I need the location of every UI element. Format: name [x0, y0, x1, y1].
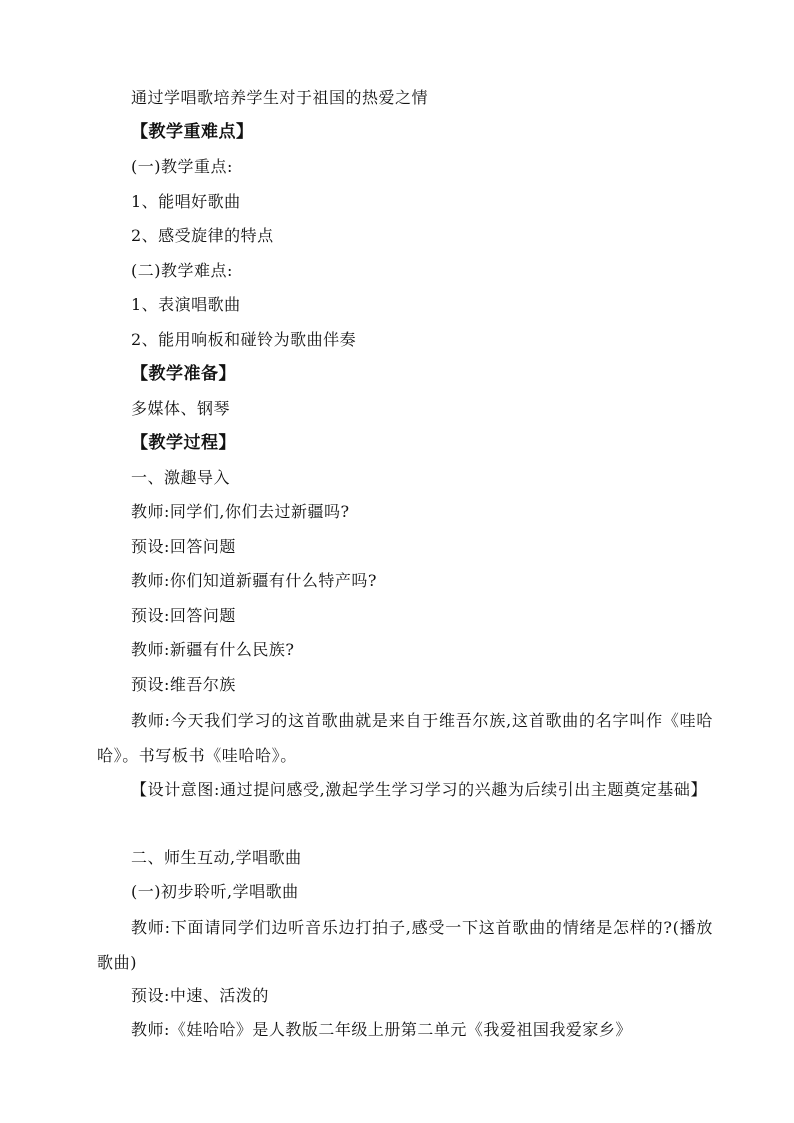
- list-item: 1、表演唱歌曲: [131, 295, 241, 314]
- heading-preparation: 【教学准备】: [131, 364, 236, 384]
- dialogue-line: 教师:《娃哈哈》是人教版二年级上册第二单元《我爱祖国我爱家乡》: [131, 1020, 632, 1039]
- subheading-difficult-points: (二)教学难点:: [131, 261, 233, 280]
- section-title: 一、激趣导入: [131, 468, 231, 487]
- dialogue-line: 教师:你们知道新疆有什么特产吗?: [131, 571, 377, 590]
- dialogue-line: 教师:同学们,你们去过新疆吗?: [131, 502, 350, 521]
- dialogue-line: 教师:新疆有什么民族?: [131, 640, 295, 659]
- heading-key-difficult-points: 【教学重难点】: [131, 122, 254, 142]
- heading-process: 【教学过程】: [131, 433, 236, 453]
- subheading-key-points: (一)教学重点:: [131, 157, 233, 176]
- paragraph-goal: 通过学唱歌培养学生对于祖国的热爱之情: [131, 88, 429, 107]
- subsection-title: (一)初步聆听,学唱歌曲: [131, 882, 299, 901]
- list-item: 2、能用响板和碰铃为歌曲伴奏: [131, 330, 357, 349]
- dialogue-paragraph: 教师:今天我们学习的这首歌曲就是来自于维吾尔族,这首歌曲的名字叫作《哇哈哈》。书写板书《哇哈哈》。: [97, 711, 713, 765]
- dialogue-line: 预设:中速、活泼的: [131, 986, 269, 1005]
- design-intent-paragraph: 【设计意图:通过提问感受,激起学生学习学习的兴趣为后续引出主题奠定基础】: [131, 780, 708, 799]
- dialogue-line: 预设:维吾尔族: [131, 675, 236, 694]
- dialogue-paragraph: 教师:下面请同学们边听音乐边打拍子,感受一下这首歌曲的情绪是怎样的?(播放歌曲): [97, 918, 713, 972]
- section-title: 二、师生互动,学唱歌曲: [131, 848, 302, 867]
- paragraph-materials: 多媒体、钢琴: [131, 399, 231, 418]
- list-item: 2、感受旋律的特点: [131, 226, 274, 245]
- dialogue-line: 预设:回答问题: [131, 537, 236, 556]
- list-item: 1、能唱好歌曲: [131, 192, 241, 211]
- dialogue-line: 预设:回答问题: [131, 606, 236, 625]
